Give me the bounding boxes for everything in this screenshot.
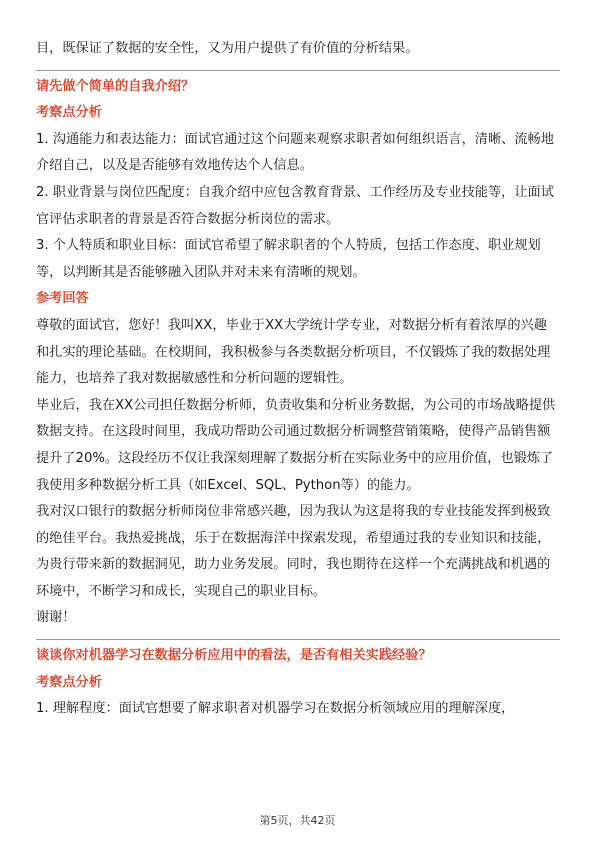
intro-tail-paragraph: 目，既保证了数据的安全性，又为用户提供了有价值的分析结果。: [36, 41, 419, 56]
q1-answer-paragraph-2: 毕业后，我在XX公司担任数据分析师，负责收集和分析业务数据，为公司的市场战略提供数据支持。在这段时间里，我成功帮助公司通过数据分析调整营销策略，使得产品销售额提升了20%。这段经历不仅让我深刻理解了数据分析在实际业务中的应用价值，也锻炼了我使用多种数据分析工具（如Excel、SQL、Python等）的能力。: [36, 397, 556, 493]
q1-answer-closing: 谢谢！: [36, 610, 76, 626]
q1-analysis-heading: 考察点分析: [36, 105, 102, 121]
q1-point-3: 3. 个人特质和职业目标：面试官希望了解求职者的个人特质，包括工作态度、职业规划等，以判断其是否能够融入团队并对未来有清晰的规划。: [36, 238, 541, 280]
question-2-title: 谈谈你对机器学习在数据分析应用中的看法，是否有相关实践经验？: [36, 648, 432, 664]
q1-point-2: 2. 职业背景与岗位匹配度：自我介绍中应包含教育背景、工作经历及专业技能等，让面试官评估求职者的背景是否符合数据分析岗位的需求。: [36, 184, 554, 227]
q2-point-1: 1. 理解程度：面试官想要了解求职者对机器学习在数据分析领域应用的理解深度，: [36, 701, 515, 717]
q1-answer-paragraph-3: 我对汉口银行的数据分析师岗位非常感兴趣，因为我认为这是将我的专业技能发挥到极致的绝佳平台。我热爱挑战，乐于在数据海洋中探索发现，希望通过我的专业知识和技能，为贵行带来新的数据洞见，助力业务发展。同时，我也期待在这样一个充满挑战和机遇的环境中，不断学习和成长，实现自己的职业目标。: [36, 504, 551, 599]
q1-point-1: 1. 沟通能力和表达能力：面试官通过这个问题来观察求职者如何组织语言，清晰、流畅地介绍自己，以及是否能够有效地传达个人信息。: [36, 131, 554, 174]
page-content: [36, 36, 560, 723]
section-divider: [36, 70, 560, 71]
section-divider: [36, 639, 560, 640]
question-1-title: 请先做个简单的自我介绍？: [36, 78, 195, 94]
q1-answer-heading: 参考回答: [36, 291, 89, 307]
page-number-footer: 第5页，共42页: [259, 814, 336, 827]
q2-analysis-heading: 考察点分析: [36, 674, 102, 690]
q1-answer-paragraph-1: 尊敬的面试官，您好！我叫XX，毕业于XX大学统计学专业，对数据分析有着浓厚的兴趣和扎实的理论基础。在校期间，我积极参与各类数据分析项目，不仅锻炼了我的数据处理能力，也培养了我对数据敏感性和分析问题的逻辑性。: [36, 317, 551, 387]
